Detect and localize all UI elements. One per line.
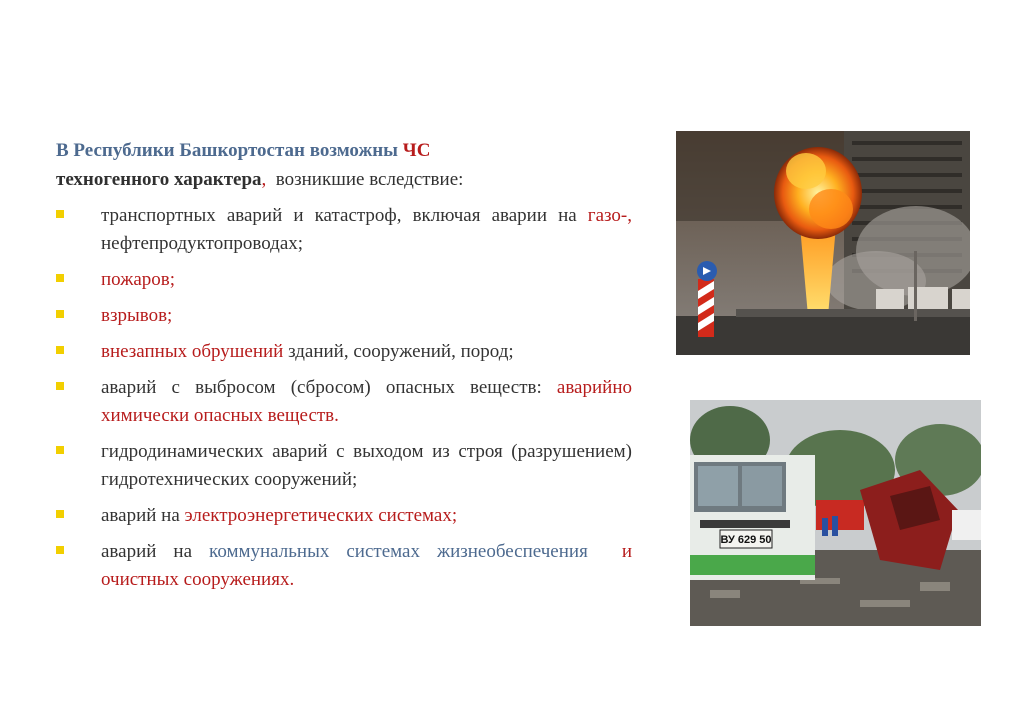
cause-list — [56, 202, 632, 594]
list-item — [56, 302, 632, 330]
heading-emergency-term: ЧС — [402, 140, 431, 161]
item-text: зданий, сооружений, пород; — [283, 341, 514, 362]
item-text: аварий с выбросом (сбросом) опасных веществ: — [101, 377, 557, 398]
list-item — [56, 374, 632, 430]
item-highlight: электроэнергетических системах; — [184, 505, 458, 526]
list-item — [56, 338, 632, 366]
bullet-marker — [56, 510, 64, 518]
item-text: транспортных аварий и катастроф, включая аварии на — [101, 205, 588, 226]
bullet-marker — [56, 346, 64, 354]
item-highlight-blue: коммунальных системах жизнеобеспечения — [209, 541, 588, 562]
bullet-marker — [56, 546, 64, 554]
list-item — [56, 438, 632, 494]
bullet-marker — [56, 274, 64, 282]
list-item — [56, 538, 632, 594]
item-text: нефтепродуктопроводах; — [101, 233, 304, 254]
item-highlight: взрывов; — [101, 305, 173, 326]
heading-part-2: техногенного характера — [56, 169, 262, 190]
heading-part-1: В Республики Башкортостан возможны — [56, 140, 403, 161]
bullet-marker — [56, 446, 64, 454]
item-text: аварий на — [101, 541, 210, 562]
heading-comma: , — [261, 169, 267, 190]
fire-explosion-photo — [676, 131, 970, 355]
bullet-marker — [56, 382, 64, 390]
list-item — [56, 502, 632, 530]
item-highlight: аварийно химически опасных веществ. — [101, 377, 632, 426]
heading-part-3: возникшие вследствие: — [275, 169, 464, 190]
main-text — [56, 136, 632, 602]
item-highlight: газо-, — [587, 205, 632, 226]
list-item — [56, 266, 632, 294]
item-text: аварий на — [101, 505, 185, 526]
item-text: гидродинамических аварий с выходом из строя (разрушением) гидротехнических сооружений; — [101, 441, 632, 490]
item-highlight: и очистных сооружениях. — [101, 541, 632, 590]
list-item — [56, 202, 632, 258]
item-highlight: внезапных обрушений — [101, 341, 284, 362]
bullet-marker — [56, 310, 64, 318]
item-highlight: пожаров; — [101, 269, 176, 290]
bus-number-plate: ВУ 629 50 — [720, 534, 772, 546]
bullet-marker — [56, 210, 64, 218]
slide-heading — [56, 136, 632, 194]
bus-accident-photo — [690, 400, 981, 626]
